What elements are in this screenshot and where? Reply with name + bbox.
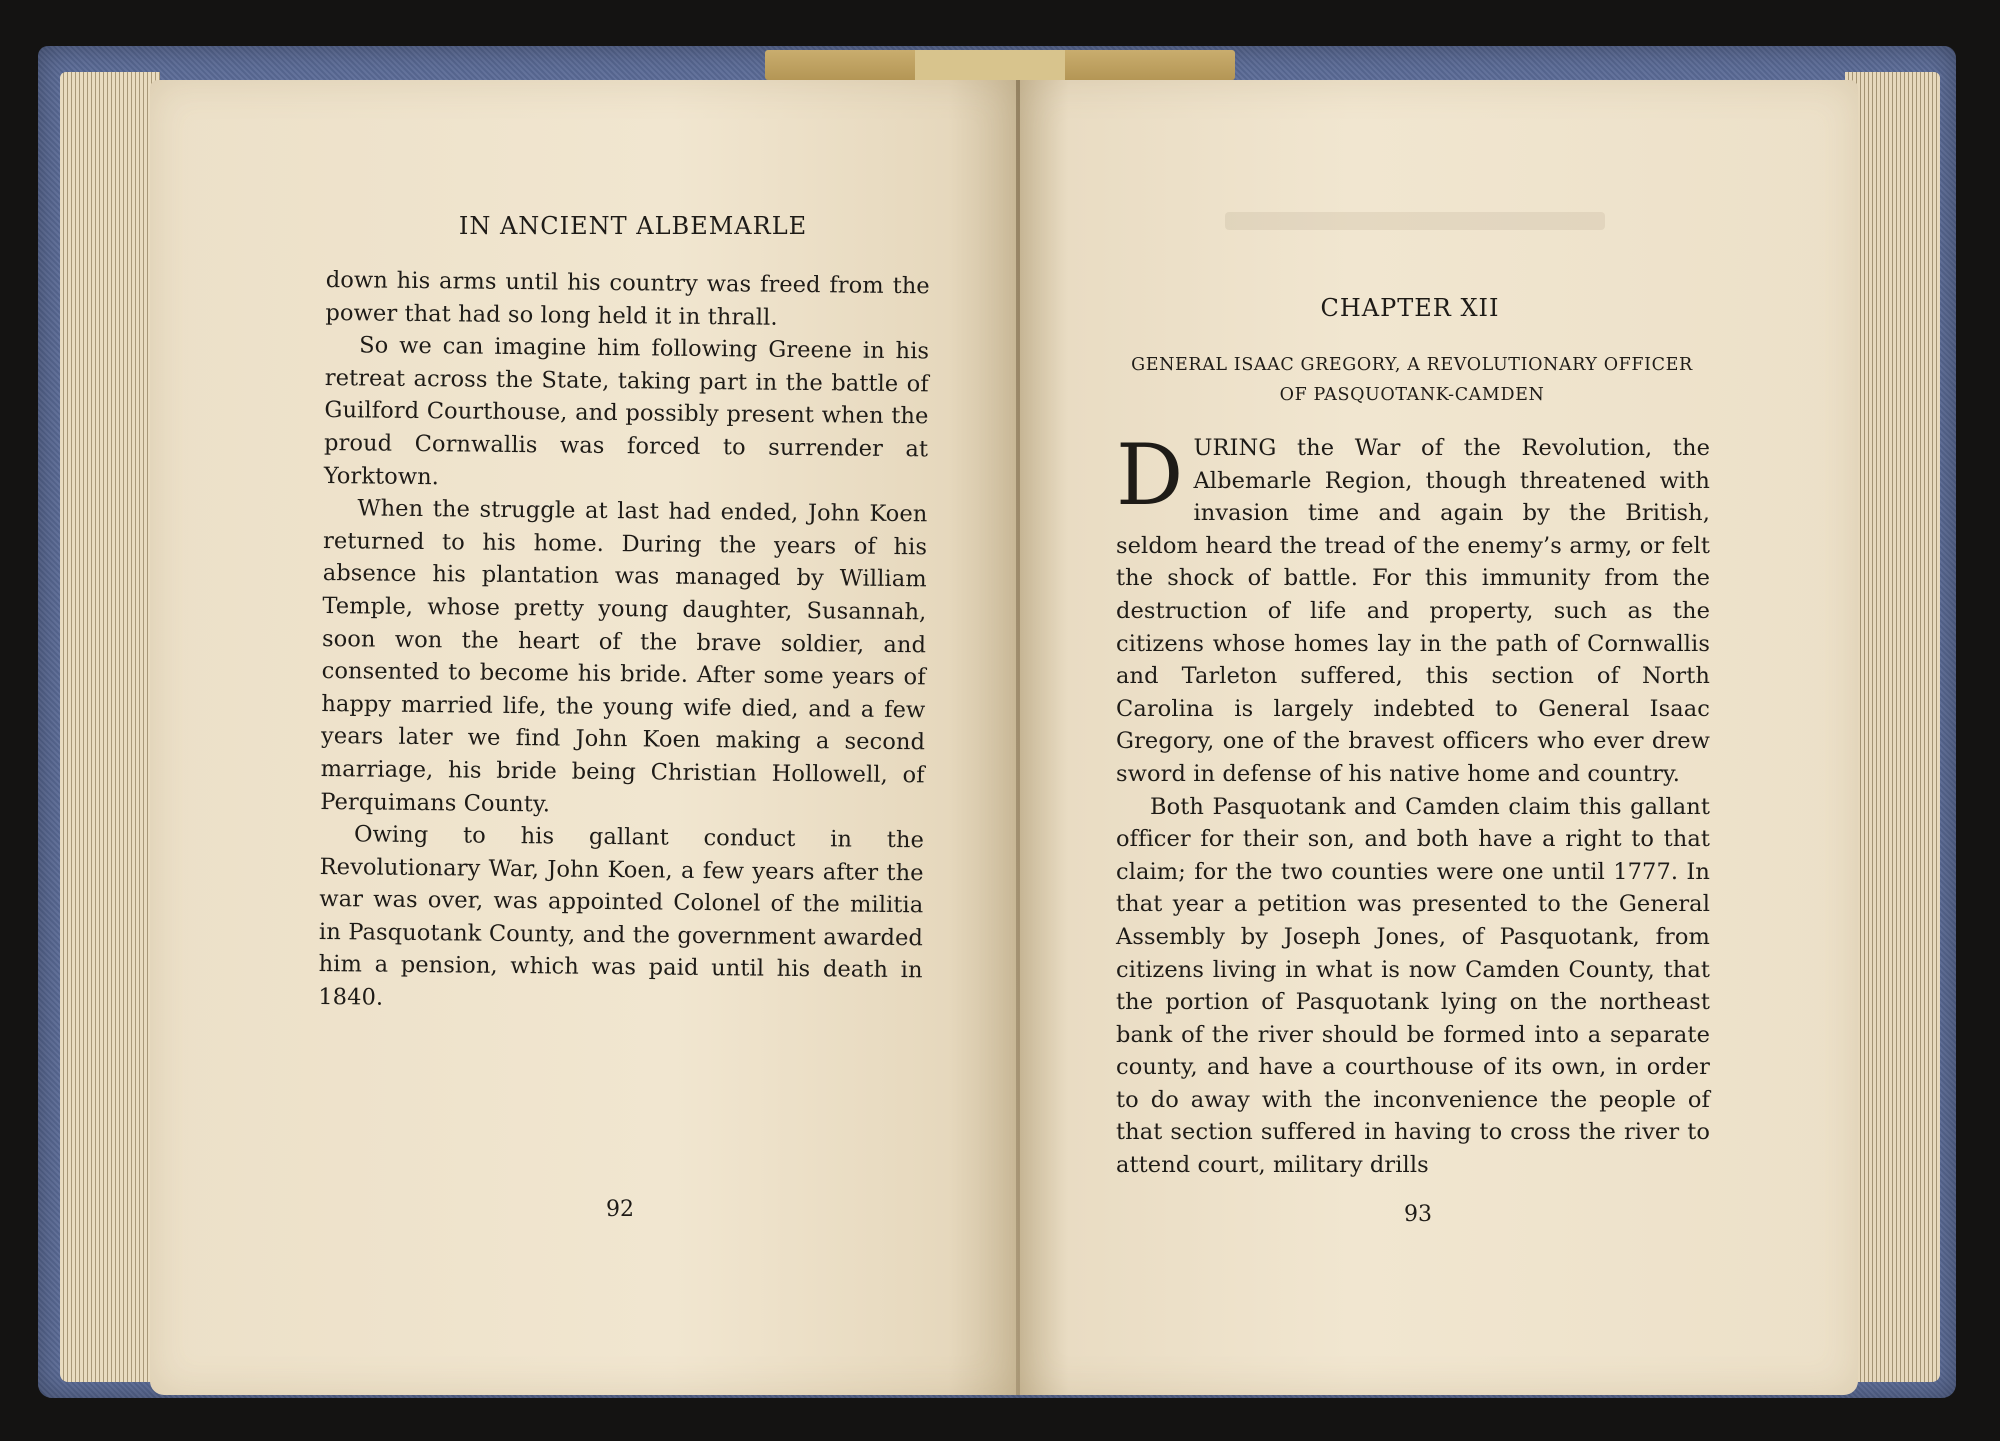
page-number-left: 92 [606, 1197, 634, 1222]
running-head: IN ANCIENT ALBEMARLE [458, 212, 808, 240]
subtitle-line: OF PASQUOTANK-CAMDEN [1279, 385, 1545, 405]
opening-paragraph-text: URING the War of the Revolution, the Albemarle Region, though threatened with invasion time and again by the British, seldom heard the tread of the enemy’s army, or felt the shock of battle. For this immunity from the destruction of life and property, such as the citizens whose homes lay in the path of Cornwallis and Tarleton suffered, this section of North Carolina is largely indebted to General Isaac Gregory, one of the bravest officers who ever drew sword in defense of his native home and country. [1116, 435, 1710, 787]
chapter-subtitle [1110, 350, 1714, 410]
spine-tape [765, 50, 1235, 80]
left-paragraph: So we can imagine him following Greene in his retreat across the State, taking part in the battle of Guilford Courthouse, and possibly present when the proud Cornwallis was forced to surrender at Yorktown. [323, 332, 930, 490]
book-gutter [1016, 80, 1020, 1395]
left-page-stack [60, 72, 160, 1382]
drop-cap: D [1116, 426, 1184, 524]
left-paragraph: When the struggle at last had ended, John Koen returned to his home. During the years of his absence his plantation was managed by William Temple, whose pretty young daughter, Susannah, soon won the heart of the brave soldier, and consented to become his bride. After some years of happy married life, the young wife died, and a few years later we find John Koen making a second marriage, his bride being Christian Hollowell, of Perquimans County. [320, 495, 928, 817]
opening-paragraph [1116, 426, 1710, 791]
page-number-right: 93 [1404, 1202, 1432, 1227]
left-paragraph: down his arms until his country was freed from the power that had so long held it in thrall. [325, 266, 930, 331]
right-page-body [1116, 426, 1710, 1182]
right-page-stack [1845, 72, 1940, 1382]
left-page-body [318, 264, 930, 1020]
chapter-heading: CHAPTER XII [1320, 294, 1500, 322]
right-paragraph: Both Pasquotank and Camden claim this gallant officer for their son, and both have a right to that claim; for the two counties were one until 1777. In that year a petition was presented to the General Assembly by Joseph Jones, of Pasquotank, from citizens living in what is now Camden County, that the portion of Pasquotank lying on the northeast bank of the river should be formed into a separate county, and have a courthouse of its own, in order to do away with the inconvenience the people of that section suffered in having to cross the river to attend court, military drills [1116, 793, 1710, 1179]
left-paragraph: Owing to his gallant conduct in the Revolutionary War, John Koen, a few years after the war was over, was appointed Colonel of the militia in Pasquotank County, and the government awarded him a pension, which was paid until his death in 1840. [318, 821, 925, 1011]
show-through-shadow [1225, 212, 1605, 230]
subtitle-line: GENERAL ISAAC GREGORY, A REVOLUTIONARY OFFICER [1131, 355, 1693, 375]
